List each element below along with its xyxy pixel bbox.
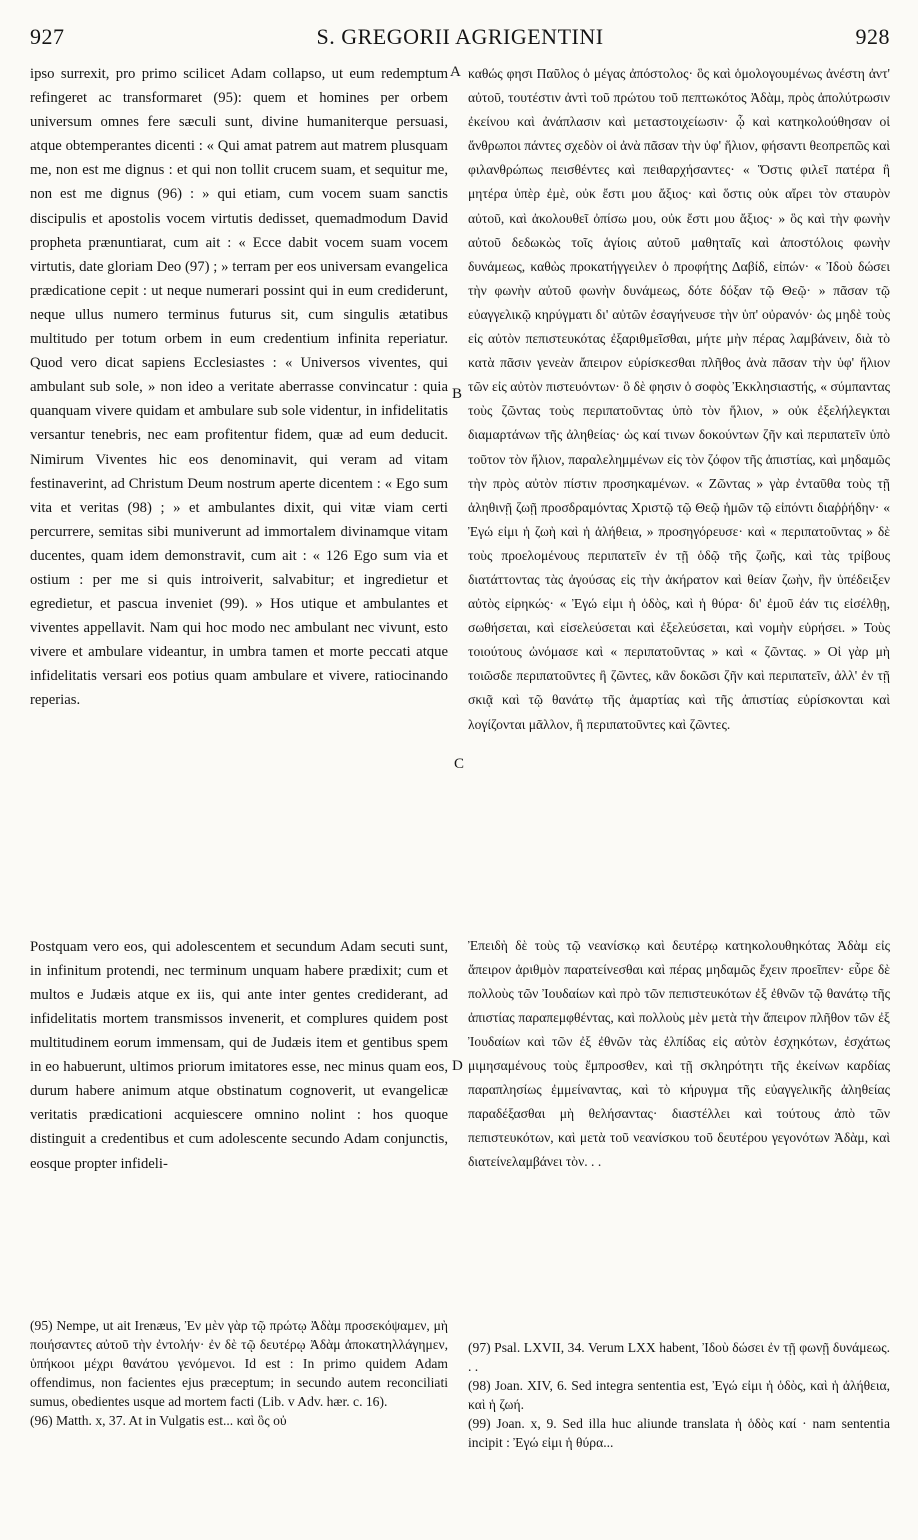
latin-column-bottom [30,920,448,1190]
margin-letter-d: D [452,1058,463,1074]
greek-column-bottom [468,920,890,1188]
margin-letter-a: A [450,64,461,80]
footnote-96: (96) Matth. x, 37. At in Vulgatis est... καὶ ὃς οὐ [30,1413,287,1428]
latin-paragraph-2: Postquam vero eos, qui adolescentem et secundum Adam secuti sunt, in infinitum protendi, nec terminum unquam habere prædixit; cum et multos e Judæis atque ex iis, qui ante inter gentes crediderant, ad infidelitatis mortem transmissos invenerit, et complures quidem post multitudinem eorum immensam, qui de Judæis item et gentibus spem in eo habuerunt, ultimos priorum imitatores esse, nec minus quam eos, durum habere animum atque obstinatum cognoverit, ut evangelicæ veritatis prædicationi acquiescere omnino nolint : hos quoque distinguit a credentibus et cum adolescente secundo Adam conjunctis, eosque propter infideli- [30,938,448,1172]
latin-paragraph-1: ipso surrexit, pro primo scilicet Adam collapso, ut eum redemptum refingeret ac transformaret (95): quem et homines per orbem universum omnes fere sæculi sunt, divine humaniterque persuasi, atque obtemperantes dicenti : « Qui amat patrem aut matrem plusquam me, non est me dignus : et qui non tollit crucem suam, et sequitur me, non est me dignus (96) : » qui etiam, cum vocem suam sanctis discipulis et apostolis vocem virtutis dedisset, quemadmodum David propheta prænuntiarat, cum ait : « Ecce dabit vocem suam vocem virtutis, date gloriam Deo (97) ; » terram per eos universam evangelica prædicatione cepit : ut neque numerari possint qui in eum crediderunt, neque ullus numero terminus futurus sit, cum singulis ætatibus multitudo per totum orbem in eum credentium infinita reperiatur. Quod vero dicat sapiens Ecclesiastes : « Universos viventes, qui ambulant sub sole, » non ideo a veritate aberrasse convincatur : quia quanquam vivere quidam et ambulare sub sole videntur, in infidelitatis versantur tenebris, nec eam profitentur fidem, quæ ad eum deducit. Nimirum Viventes hic eos denominavit, qui veram ad vitam festinaverint, ad Christum Deum nostrum aperte dicentem : « Ego sum vita et veritas (98) ; » et ambulantes dixit, qui vitæ viam certi percurrere, semitas sibi muniverunt ad immortalem divinamque vitam ducentes, quam idem demonstravit, cum ait : « 126 Ego sum via et ostium : per me si quis introiverit, salvabitur; et ingredietur et egredietur, et pascua inveniet (99). » Hos utique et ambulantes et viventes appellavit. Nam qui hoc modo nec ambulant nec vivunt, esto vivere et ambulare videantur, in umbra tamen et morte peccati atque infidelitatis versari eos potius quam ambulare et vivere, ratiocinando reperias. [30,66,448,709]
greek-paragraph-2: Ἐπειδὴ δὲ τοὺς τῷ νεανίσκῳ καὶ δευτέρῳ κατηκολουθηκότας Ἀδὰμ εἰς ἄπειρον ἀριθμὸν παρατείνεσθαι καὶ πέρας μηδαμῶς ἔχειν προεῖπεν· εὗρε δὲ πολλοὺς τῶν Ἰουδαίων καὶ πρὸ τῶν πεπιστευκότων ἐξ ἐθνῶν τῷ θανάτῳ τῆς ἀπιστίας παραπεμφθέντας, καὶ πολλοὺς μὲν μετὰ τὴν ἄπειρον πλῆθον τῶν ἐξ Ἰουδαίων καὶ τῶν ἐξ ἐθνῶν τὰς ἐλπίδας εἰς αὐτὸν ἐσχηκότων, ἐσχάτως μιμησαμένους τοὺς ἔμπροσθεν, καὶ τῇ σκληρότητι τῆς ἐκείνων καρδίας παραπλησίως ἐμμείναντας, καὶ τὸ κήρυγμα τῆς εὐαγγελικῆς ἀληθείας παραδέξασθαι μὴ θελήσαντας· διαστέλλει καὶ τούτους ἀπὸ τῶν πεπιστευκότων, καὶ μετὰ τοῦ νεανίσκου τοῦ δευτέρου γεγονότων Ἀδὰμ, καὶ διατείνελαμβάνει τὸν. . . [468,937,890,1170]
page-number-right: 928 [855,24,890,49]
footnote-98: (98) Joan. XIV, 6. Sed integra sententia est, Ἐγώ εἰμι ἡ ὁδὸς, καὶ ἡ ἀλήθεια, καὶ ἡ ζωή. [468,1378,890,1412]
running-header [30,24,890,56]
margin-letter-c: C [454,756,465,772]
footnote-99: (99) Joan. x, 9. Sed illa huc aliunde translata ἡ ὁδὸς καί · nam sententia incipit : Ἐγώ εἰμι ἡ θύρα... [468,1416,890,1450]
footnotes-right [468,1338,890,1452]
greek-column-top [468,62,890,737]
greek-paragraph-1: καθώς φησι Παῦλος ὁ μέγας ἀπόστολος· ὃς καὶ ὁμολογουμένως ἀνέστη ἀντ' αὐτοῦ, τουτέστιν ἀντὶ τοῦ πρώτου τοῦ πεπτωκότος Ἀδὰμ, πρὸς ἀπολύτρωσιν ἐκείνου καὶ ἀνάπλασιν καὶ μεταστοιχείωσιν· ᾧ καὶ κατηκολούθησαν οἱ ἄνθρωποι πάντες σχεδὸν οἱ ἀνὰ πᾶσαν τὴν ὑφ' ἥλιον, φήσαντι θεοπρεπῶς καὶ φιλανθρώπως πεισθέντες καὶ πειθαρχήσαντες· « Ὅστις φιλεῖ πατέρα ἢ μητέρα ὑπὲρ ἐμὲ, οὐκ ἔστι μου ἄξιος· καὶ ὅστις οὐκ αἴρει τὸν σταυρὸν αὐτοῦ, καὶ ἀκολουθεῖ ὀπίσω μου, οὐκ ἔστι μου ἄξιος· » ὃς καὶ τὴν φωνὴν αὐτοῦ δεδωκὼς τοῖς ἁγίοις αὐτοῦ μαθηταῖς καὶ ἀποστόλοις φωνὴν δυνάμεως, καθὼς προκατήγγειλεν ὁ προφήτης Δαβίδ, εἰπών· « Ἰδοὺ δώσει τὴν φωνὴν αὐτοῦ φωνὴν δυνάμεως, δότε δόξαν τῷ Θεῷ· » πᾶσαν τῷ εὐαγγελικῷ κηρύγματι δι' αὐτῶν ἐσαγήνευσε τὴν ὑπ' οὐρανόν· ὡς μηδὲ τοὺς εἰς αὐτὸν πεπιστευκότας ἐξαριθμεῖσθαι, μήτε μὴν πέρας λαμβάνειν, διὰ τὸ κατὰ πᾶσιν γενεὰν ἄπειρον εὑρίσκεσθαι πλῆθος ἀνὰ πᾶσαν τὴν ὑφ' ἥλιον τῶν εἰς αὐτὸν πιστευόντων· ὃ δὲ φησιν ὁ σοφὸς Ἐκκλησιαστής, « σύμπαντας τοὺς ζῶντας τοὺς περιπατοῦντας ὑπὸ τὸν ἥλιον, » οὐκ ἐξελήλεγκται διαμαρτάνων τῆς ἀληθείας· ὡς καί τινων δοκούντων ζῆν καὶ περιπατεῖν ὑπὸ τοῦτον τὸν ἥλιον, παραλελημμένων εἰς τὸν ζόφον τῆς ἀπιστίας, καὶ μηδαμῶς τὴν πρὸς αὐτὸν πίστιν προσηκαμένων. « Ζῶντας » γὰρ ἐνταῦθα τοὺς τῇ ἀληθινῇ ζωῇ προσδραμόντας Χριστῷ τῷ Θεῷ ἡμῶν τῷ εἰπόντι διαῤῥήδην· « Ἐγώ εἰμι ἡ ζωὴ καὶ ἡ ἀλήθεια, » προσηγόρευσε· καὶ « περιπατοῦντας » δὲ τοὺς προελομένους περιπατεῖν ἐν τῇ ὁδῷ τῆς ζωῆς, καὶ τὰς τρίβους διατάττοντας τὰς ἀγούσας εἰς τὴν ἀκήρατον καὶ θείαν ζωὴν, ἣν ὑπέδειξεν αὐτὸς εἰρηκώς· « Ἐγώ εἰμι ἡ ὁδὸς, καὶ ἡ θύρα· δι' ἐμοῦ ἐάν τις εἰσέλθῃ, σωθήσεται, καὶ εἰσελεύσεται καὶ ἐξελεύσεται, καὶ νομὴν εὑρήσει. » Τοὺς τοιούτους ὠνόμασε καὶ « περιπατοῦντας » καὶ « ζῶντας. » Οἱ γὰρ μὴ τοιῶσδε περιπατοῦντες ἢ ζῶντες, κἂν δοκῶσι ζῆν καὶ περιπατεῖν, ἀλλ' ἐν τῇ σκιᾷ καὶ τῷ θανάτῳ τῆς ἁμαρτίας καὶ τῆς ἀπιστίας εὑρίσκονται καὶ λογίζονται μᾶλλον, ἢ περιπατοῦντες καὶ ζῶντες. [468,66,890,732]
footnotes-left [30,1316,448,1430]
margin-letter-b: B [452,386,463,402]
footnote-97: (97) Psal. LXVII, 34. Verum LXX habent, Ἰδοὺ δώσει ἐν τῇ φωνῇ δυνάμεως. . . [468,1340,890,1374]
page-number-left: 927 [30,24,65,49]
running-title: S. GREGORII AGRIGENTINI [316,24,604,49]
latin-column-top [30,62,448,713]
footnote-95: (95) Nempe, ut ait Irenæus, Ἐν μὲν γὰρ τῷ πρώτῳ Ἀδὰμ προσεκόψαμεν, μὴ ποιήσαντες αὐτοῦ τὴν ἐντολήν· ἐν δὲ τῷ δευτέρῳ Ἀδὰμ ἀποκατηλλάγημεν, ὑπήκοοι μέχρι θανάτου γενόμενοι. Id est : In primo quidem Adam offendimus, non facientes ejus præceptum; in secundo autem reconciliati sumus, obedientes usque ad mortem facti (Lib. v Adv. hær. c. 16). [30,1318,448,1409]
